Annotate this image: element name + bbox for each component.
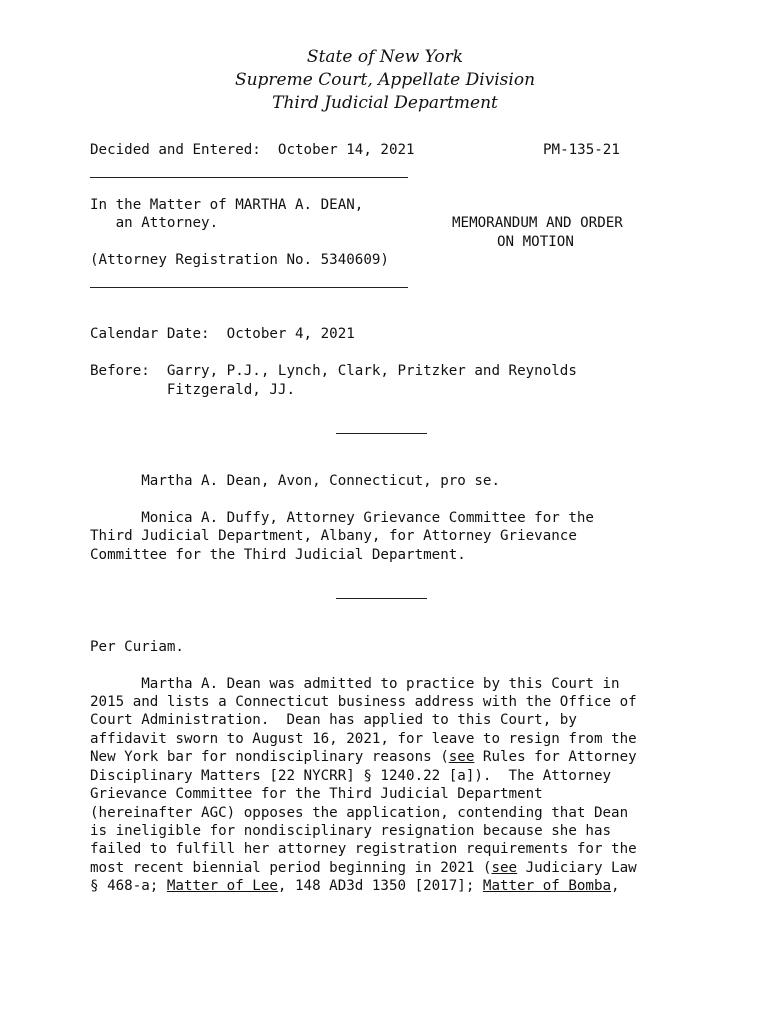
appearance-duffy-line2: Third Judicial Department, Albany, for Attorney Grievance (90, 528, 577, 544)
body-line: Court Administration. Dean has applied to this Court, by (90, 712, 577, 728)
body-text: , 148 AD3d 1350 [2017]; (277, 878, 483, 894)
caption-top-rule (90, 177, 408, 178)
court-department-heading: Third Judicial Department (272, 93, 498, 113)
order-title-line2: ON MOTION (497, 234, 574, 250)
per-curiam-heading: Per Curiam. (90, 639, 184, 655)
body-line: is ineligible for nondisciplinary resignation because she has (90, 823, 612, 839)
body-text: Judiciary Law (517, 860, 637, 876)
body-line: failed to fulfill her attorney registration requirements for the (90, 841, 637, 857)
caption-attorney: an Attorney. (90, 215, 219, 231)
body-text: most recent biennial period beginning in 2021 ( (90, 860, 492, 876)
signal-see: see (491, 860, 518, 876)
body-text: New York bar for nondisciplinary reasons ( (90, 749, 449, 765)
court-state-heading: State of New York (306, 47, 464, 67)
body-line (90, 748, 637, 766)
appearance-duffy-line1: Monica A. Duffy, Attorney Grievance Committee for the (90, 510, 594, 526)
body-line: affidavit sworn to August 16, 2021, for leave to resign from the (90, 731, 637, 747)
decided-date: Decided and Entered: October 14, 2021 (90, 142, 415, 158)
body-line: 2015 and lists a Connecticut business address with the Office of (90, 694, 637, 710)
order-title-line1: MEMORANDUM AND ORDER (452, 215, 623, 231)
before-justices-line1: Before: Garry, P.J., Lynch, Clark, Pritzker and Reynolds (90, 363, 577, 379)
case-citation-lee: Matter of Lee (166, 878, 278, 894)
body-line: Grievance Committee for the Third Judicial Department (90, 786, 543, 802)
body-text: § 468-a; (90, 878, 167, 894)
body-line (90, 877, 620, 895)
body-line (90, 859, 637, 877)
calendar-date: Calendar Date: October 4, 2021 (90, 326, 355, 342)
body-line: Martha A. Dean was admitted to practice by this Court in (90, 676, 620, 692)
section-divider (336, 433, 427, 434)
docket-number: PM-135-21 (543, 142, 620, 158)
body-line: Disciplinary Matters [22 NYCRR] § 1240.22 [a]). The Attorney (90, 768, 612, 784)
before-justices-line2: Fitzgerald, JJ. (90, 382, 295, 398)
appearance-dean: Martha A. Dean, Avon, Connecticut, pro se. (90, 473, 500, 489)
caption-bottom-rule (90, 287, 408, 288)
body-text: , (611, 878, 620, 894)
body-line: (hereinafter AGC) opposes the application, contending that Dean (90, 805, 629, 821)
appearance-duffy-line3: Committee for the Third Judicial Department. (90, 547, 466, 563)
body-text: Rules for Attorney (474, 749, 637, 765)
case-citation-bomba: Matter of Bomba (482, 878, 612, 894)
court-division-heading: Supreme Court, Appellate Division (234, 70, 536, 90)
caption-matter: In the Matter of MARTHA A. DEAN, (90, 197, 364, 213)
signal-see: see (448, 749, 475, 765)
section-divider (336, 598, 427, 599)
registration-number: (Attorney Registration No. 5340609) (90, 252, 389, 268)
